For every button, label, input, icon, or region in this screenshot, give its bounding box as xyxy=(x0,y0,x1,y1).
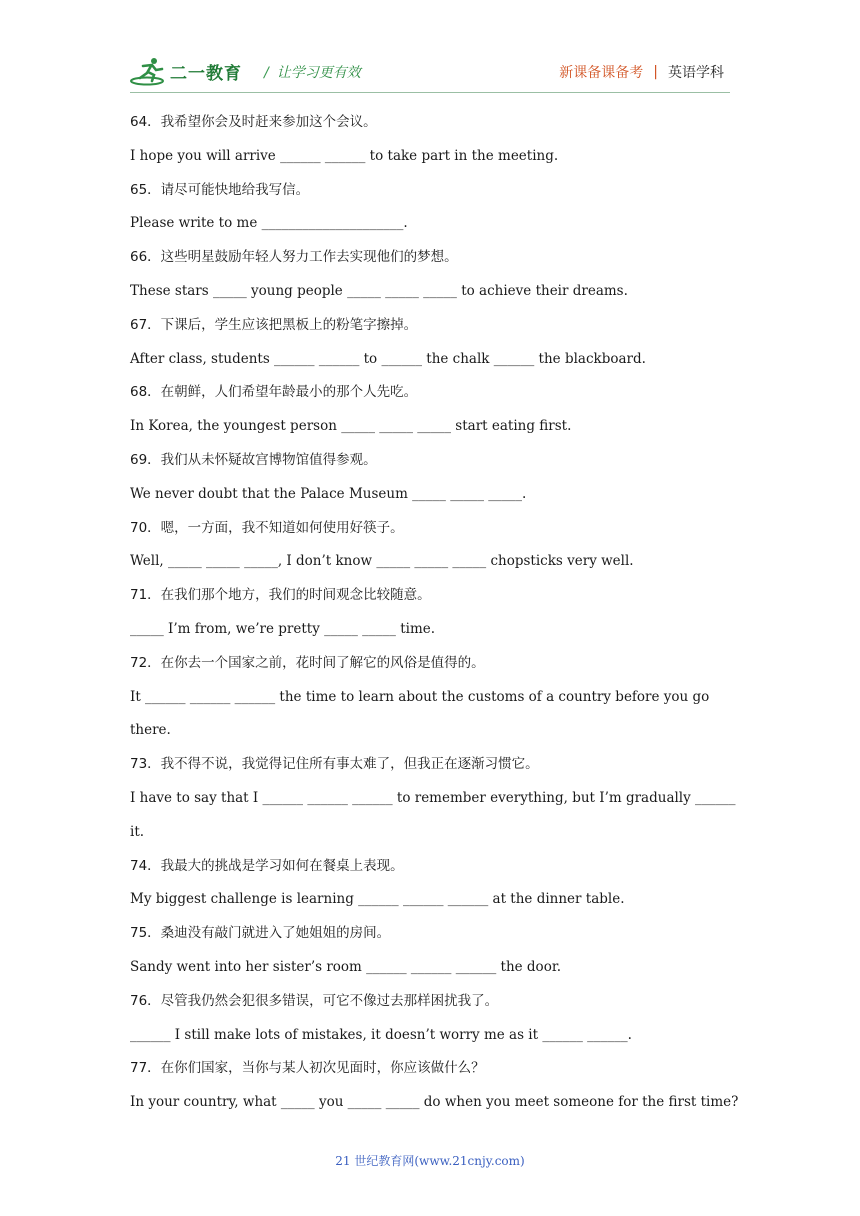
question-chinese-line: 66．这些明星鼓励年轻人努力工作去实现他们的梦想。 xyxy=(130,249,458,266)
question-english-line: Well, _____ _____ _____, I don’t know _____ _____ _____ chopsticks very well. xyxy=(130,553,634,570)
question-chinese-line: 76．尽管我仍然会犯很多错误，可它不像过去那样困扰我了。 xyxy=(130,992,499,1009)
running-figure-icon xyxy=(130,56,168,86)
logo-text: 二一教育 xyxy=(170,63,242,84)
question-english-line: there. xyxy=(130,722,171,739)
question-chinese-line: 75．桑迪没有敲门就进入了她姐姐的房间。 xyxy=(130,925,391,942)
question-english-line: In Korea, the youngest person _____ _____ _____ start eating first. xyxy=(130,418,572,435)
question-english-line: _____ I’m from, we’re pretty _____ _____ time. xyxy=(130,620,436,637)
question-chinese-line: 69．我们从未怀疑故宫博物馆值得参观。 xyxy=(130,451,377,468)
question-english-line: We never doubt that the Palace Museum _____ _____ _____. xyxy=(130,485,527,502)
question-chinese-line: 73．我不得不说，我觉得记住所有事太难了，但我正在逐渐习惯它。 xyxy=(130,756,539,773)
subject-tags xyxy=(559,62,724,82)
question-english-line: Sandy went into her sister’s room ______ ______ ______ the door. xyxy=(130,958,562,975)
question-english-line: These stars _____ young people _____ _____ _____ to achieve their dreams. xyxy=(130,282,628,299)
question-chinese-line: 77．在你们国家，当你与某人初次见面时，你应该做什么？ xyxy=(130,1060,485,1077)
question-english-line: I hope you will arrive ______ ______ to take part in the meeting. xyxy=(130,147,559,164)
subject-tag: 英语学科 xyxy=(668,65,724,81)
question-english-line: ______ I still make lots of mistakes, it doesn’t worry me as it ______ ______. xyxy=(130,1026,632,1043)
question-chinese-line: 65．请尽可能快地给我写信。 xyxy=(130,181,310,198)
question-english-line: In your country, what _____ you _____ _____ do when you meet someone for the first time? xyxy=(130,1094,739,1111)
question-english-line: it. xyxy=(130,823,145,840)
question-english-line: After class, students ______ ______ to ______ the chalk ______ the blackboard. xyxy=(130,350,646,367)
question-chinese-line: 68．在朝鲜，人们希望年龄最小的那个人先吃。 xyxy=(130,384,418,401)
question-chinese-line: 72．在你去一个国家之前，花时间了解它的风俗是值得的。 xyxy=(130,654,485,671)
slash-divider: / xyxy=(264,65,269,81)
question-english-line: My biggest challenge is learning ______ ______ ______ at the dinner table. xyxy=(130,891,625,908)
logo xyxy=(130,56,242,86)
question-chinese-line: 74．我最大的挑战是学习如何在餐桌上表现。 xyxy=(130,857,404,874)
question-english-line: I have to say that I ______ ______ ______ to remember everything, but I’m gradually ______ xyxy=(130,789,736,806)
question-chinese-line: 64．我希望你会及时赶来参加这个会议。 xyxy=(130,114,377,130)
slogan: / 让学习更有效 xyxy=(264,65,361,81)
question-english-line: It ______ ______ ______ the time to learn about the customs of a country before you go xyxy=(130,688,710,705)
exercise-content xyxy=(130,106,740,1120)
question-chinese-line: 70．嗯，一方面，我不知道如何使用好筷子。 xyxy=(130,519,404,536)
question-chinese-line: 67．下课后，学生应该把黑板上的粉笔字擦掉。 xyxy=(130,316,418,333)
question-english-line: Please write to me _____________________. xyxy=(130,215,408,232)
header-divider xyxy=(130,92,730,93)
tag-separator: | xyxy=(653,64,658,80)
page-footer: 21 世纪教育网(www.21cnjy.com) xyxy=(335,1154,525,1168)
page-header xyxy=(130,52,730,92)
course-tag: 新课备课备考 xyxy=(559,65,644,81)
question-chinese-line: 71．在我们那个地方，我们的时间观念比较随意。 xyxy=(130,587,431,604)
